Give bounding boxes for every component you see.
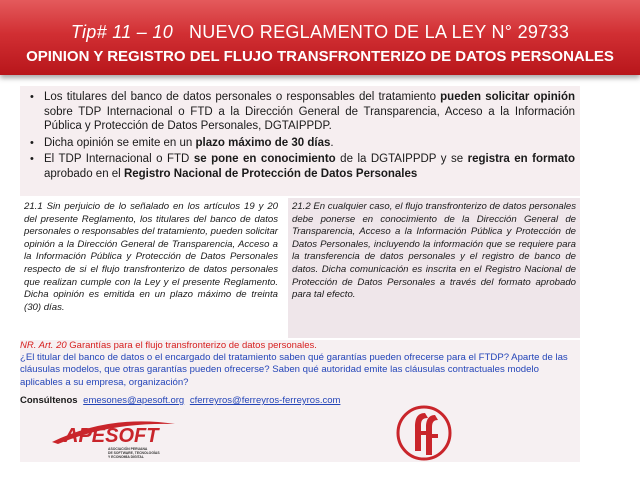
bullet-text: sobre TDP Internacional o FTD a la Dirección General de Transparencia, Acceso a la Información Pública y Protección de Datos Personales, DGTAIPPDP. xyxy=(44,105,575,132)
page-title xyxy=(0,22,640,43)
bullet-text: aprobado en el xyxy=(44,167,124,180)
bullet-item xyxy=(30,136,575,151)
bullet-bold: pueden solicitar opinión xyxy=(440,91,575,103)
ferreyros-f2-icon xyxy=(426,415,438,455)
bullet-text: . xyxy=(330,137,334,149)
nr-ref-label: NR. Art. 20 xyxy=(20,340,67,351)
contact-label: Consúltenos xyxy=(20,395,78,406)
article-21-1: 21.1 Sin perjuicio de lo señalado en los artículos 19 y 20 del presente Reglamento, los titulares del banco de datos personales o responsables del tratamiento, pueden solicitar opinión a la Dirección General de Transparencia, Acceso a la Información Pública y Protección de Datos Personales respecto de si el flujo transfronterizo de datos personales que realizan cumple con la Ley y el presente Reglamento. Dicha opinión es emitida en un plazo máximo de treinta (30) días. xyxy=(20,198,282,338)
bullet-item xyxy=(30,152,575,181)
email-link-ferreyros[interactable]: cferreyros@ferreyros-ferreyros.com xyxy=(189,395,341,406)
tip-number: Tip# 11 – 10 xyxy=(70,22,174,42)
article-21-2: 21.2 En cualquier caso, el flujo transfronterizo de datos personales debe ponerse en conocimiento de la Dirección General de Transparencia, Acceso a la Información Pública y Protección de Datos Personales, incluyendo la información que se requiere para la transferencia de datos personales y el registro de banco de datos. Dicha comunicación es inscrita en el Registro Nacional de Protección de Datos Personales a través del formato aprobado para tal efecto. xyxy=(288,198,580,338)
bullet-bold: plazo máximo de 30 días xyxy=(195,137,331,149)
bullet-text: de la DGTAIPPDP y se xyxy=(335,153,468,165)
apesoft-logo xyxy=(50,412,180,462)
ferreyros-logo xyxy=(395,405,453,461)
email-link-apesoft[interactable]: emesones@apesoft.org xyxy=(83,395,185,406)
nr-ref-text: Garantías para el flujo transfronterizo de datos personales. xyxy=(66,340,317,351)
bullet-text: Dicha opinión se emite en un xyxy=(44,137,196,149)
bullet-text: Los titulares del banco de datos personales o responsables del tratamiento xyxy=(44,91,441,103)
nr-reference xyxy=(20,340,317,351)
bullet-bold: Registro Nacional de Protección de Datos Personales xyxy=(123,167,418,180)
bullet-text: El TDP Internacional o FTD xyxy=(44,153,194,165)
bullet-dot-icon: • xyxy=(30,153,34,165)
apesoft-logo-line1: ASOCIACIÓN PERUANA xyxy=(108,447,148,451)
contact-line xyxy=(20,395,340,406)
apesoft-logo-line3: Y ECONOMÍA DIGITAL xyxy=(108,455,144,459)
apesoft-logo-name: APESOFT xyxy=(64,425,159,447)
bullet-bold: se pone en conocimiento xyxy=(193,153,336,165)
title-rest: NUEVO REGLAMENTO DE LA LEY N° 29733 xyxy=(188,22,570,42)
bullet-item xyxy=(30,90,575,134)
page-subtitle: OPINION Y REGISTRO DEL FLUJO TRANSFRONTERIZO DE DATOS PERSONALES xyxy=(26,48,614,65)
title-banner xyxy=(0,0,640,75)
bullet-bold: registra en formato xyxy=(467,153,575,165)
bullet-dot-icon: • xyxy=(30,91,34,103)
bullet-dot-icon: • xyxy=(30,137,34,149)
apesoft-logo-line2: DE SOFTWARE, TECNOLOGÍAS xyxy=(108,451,160,455)
question-text: ¿El titular del banco de datos o el encargado del tratamiento saben qué garantías pueden ofrecerse para el FTDP? Aparte de las cláusulas modelos, que otras garantías pueden ofrecerse? Saben qué autoridad emite las cláusulas contractuales modelo aplicables a su empresa, organización? xyxy=(20,352,568,388)
bullet-list xyxy=(20,86,580,196)
